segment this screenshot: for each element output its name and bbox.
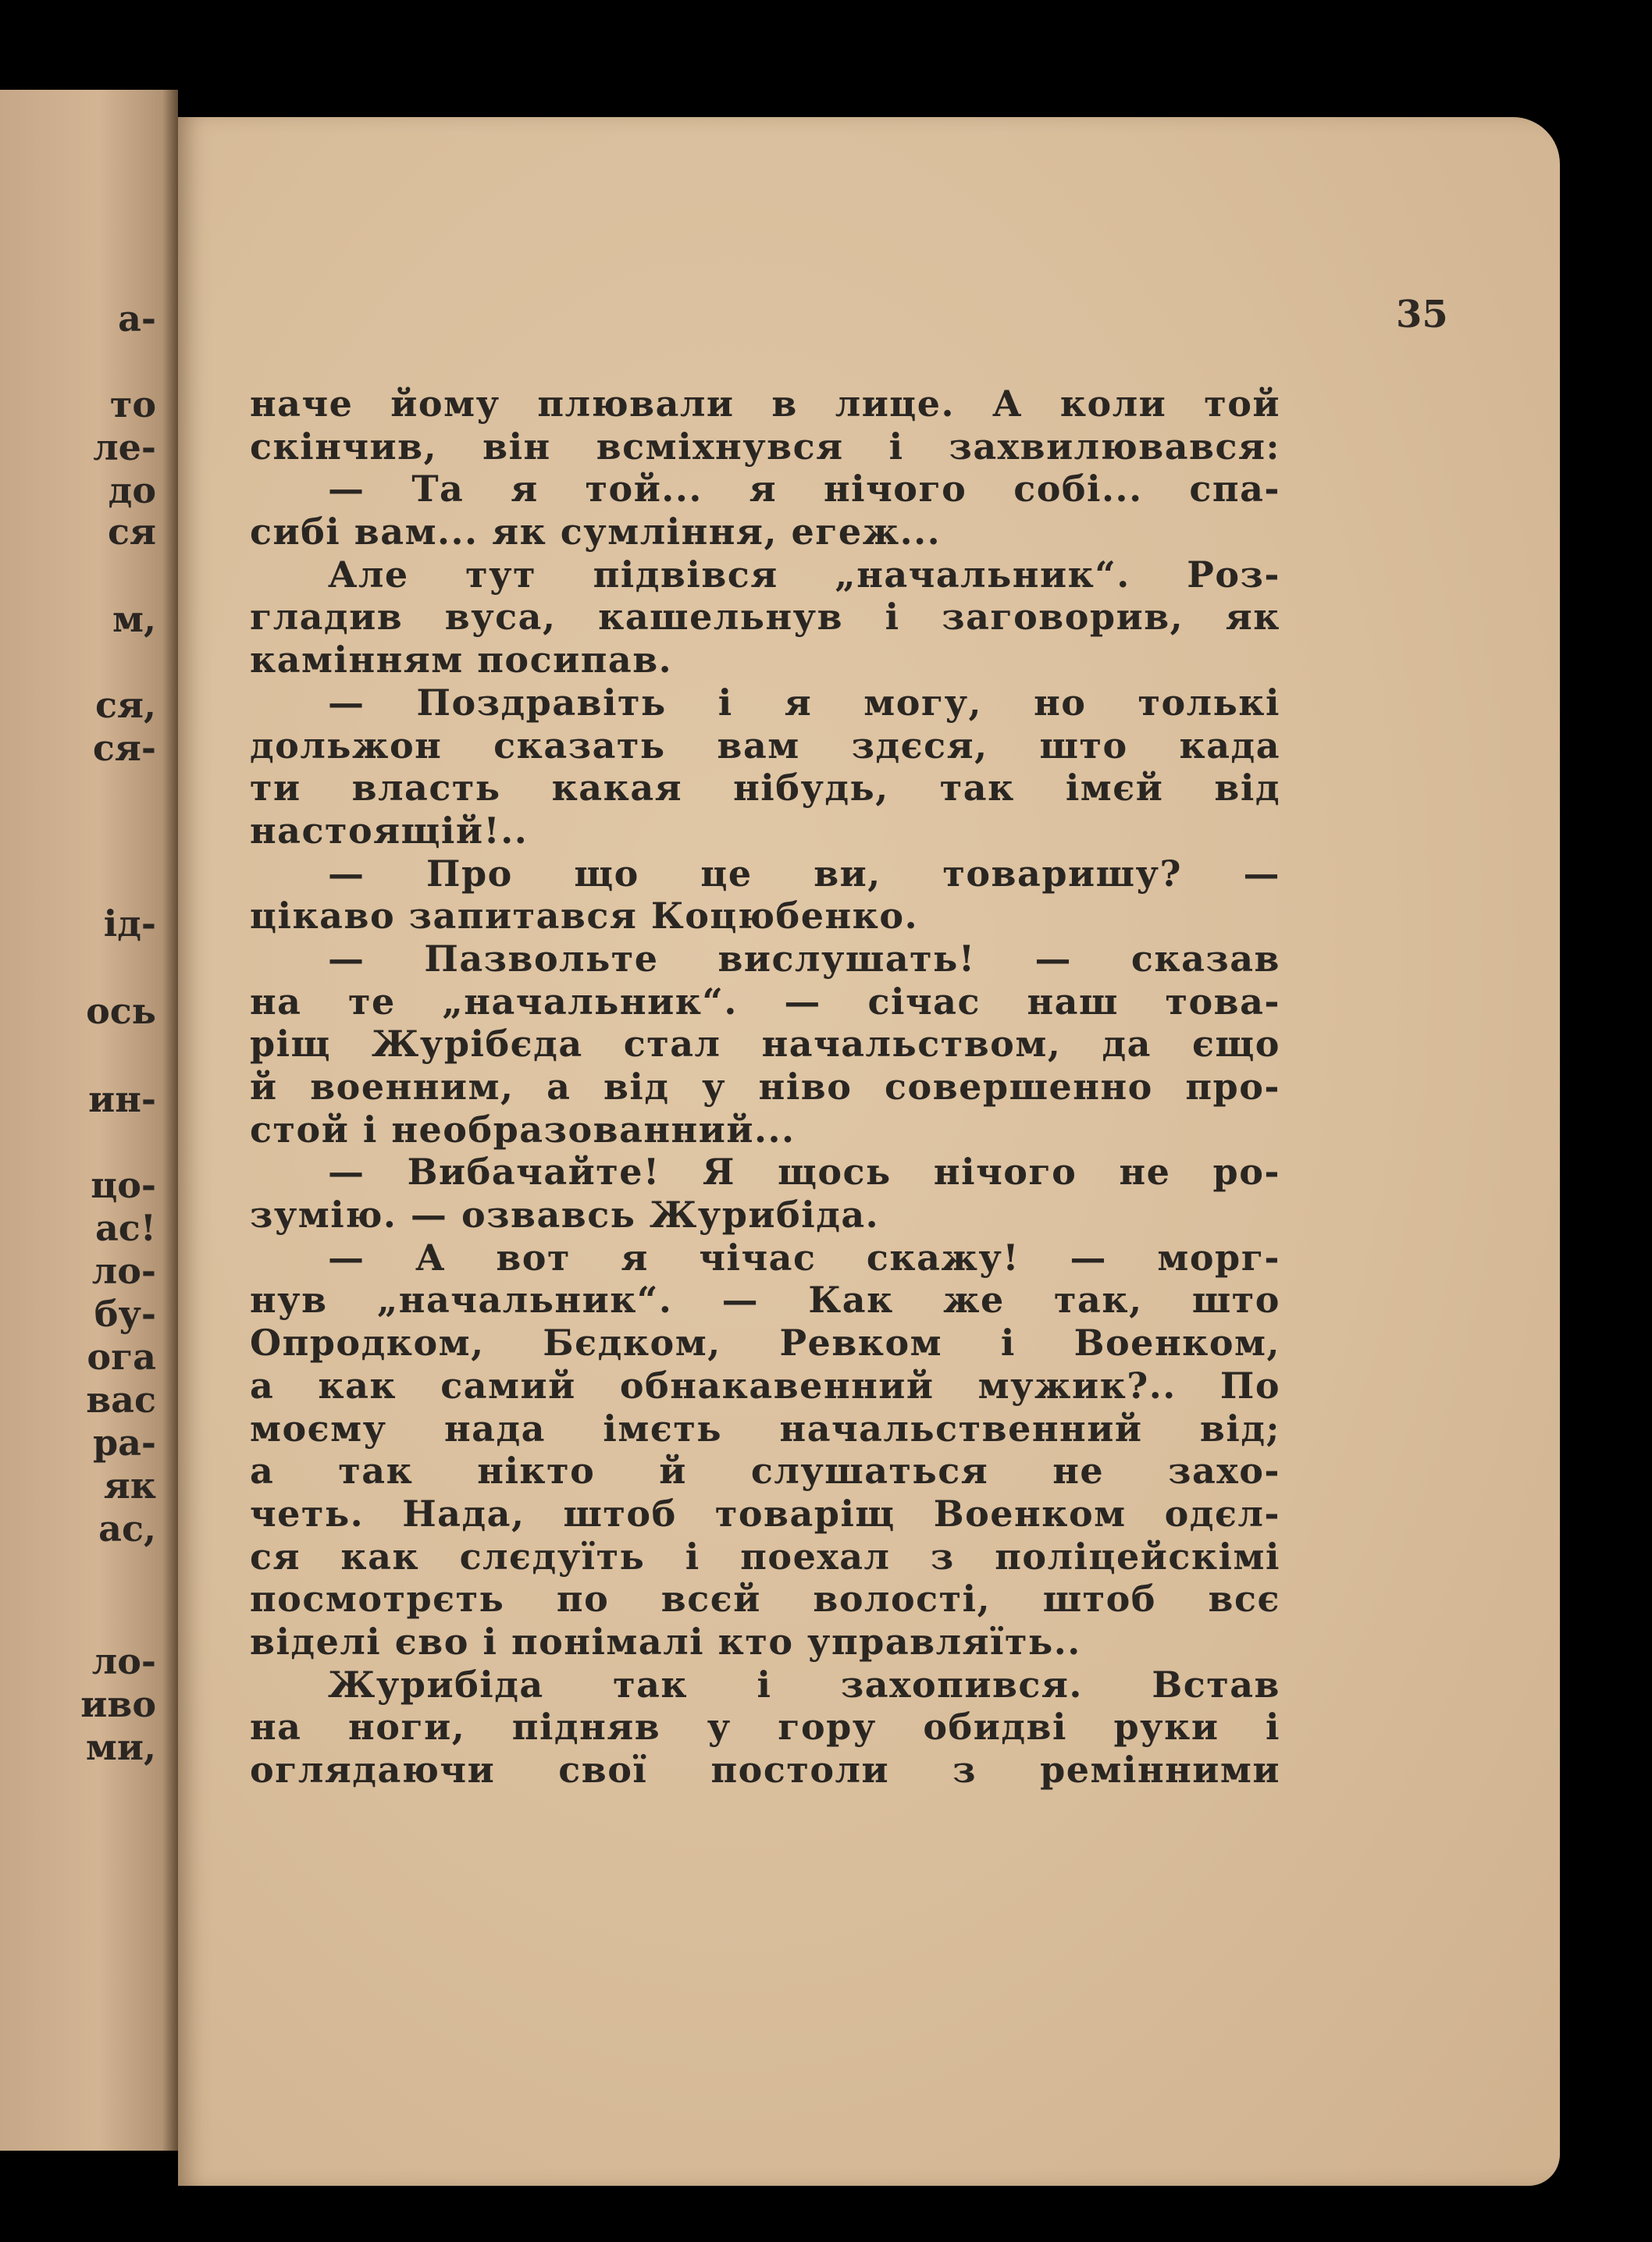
- text-line: гладив вуса, кашельнув і заговорив, як: [250, 596, 1280, 639]
- text-line: моєму нада імєть начальственний від;: [250, 1407, 1280, 1450]
- left-page-fragment: ло-: [91, 1640, 156, 1682]
- text-line: ріщ Журібєда стал начальством, да єщо: [250, 1023, 1280, 1066]
- text-line: Але тут підвівся „начальник“. Роз-: [328, 553, 1280, 596]
- text-line: Опродком, Бєдком, Ревком і Военком,: [250, 1322, 1280, 1365]
- left-page-fragment: ся,: [94, 684, 156, 726]
- left-page-fragment: ід-: [103, 902, 156, 945]
- text-line: четь. Нада, штоб товаріщ Военком одєл-: [250, 1492, 1280, 1535]
- text-line: — Поздравіть і я могу, но толькі: [328, 681, 1280, 724]
- text-line: — Та я той... я нічого собі... спа-: [328, 468, 1280, 511]
- text-line: дольжон сказать вам здєся, што када: [250, 724, 1280, 767]
- text-line: а так нікто й слушаться не захо-: [250, 1450, 1280, 1493]
- page-number: 35: [1396, 293, 1448, 336]
- text-line: скінчив, він всміхнувся і захвилювався:: [250, 425, 1280, 468]
- left-page-fragment: ло-: [91, 1250, 156, 1292]
- text-line: — Вибачайте! Я щось нічого не ро-: [328, 1151, 1280, 1194]
- left-page-fragment: иво: [80, 1683, 156, 1725]
- book-gutter: [162, 90, 178, 2151]
- left-page-fragment: ся: [108, 511, 156, 553]
- text-line: сибі вам... як сумління, егеж...: [250, 511, 942, 553]
- left-page-fragment: до: [108, 469, 156, 511]
- text-line: наче йому плювали в лице. А коли той: [250, 383, 1280, 425]
- text-line: віделі єво і понімалі кто управляїть..: [250, 1620, 1081, 1663]
- text-line: посмотрєть по всєй волості, штоб всє: [250, 1578, 1280, 1621]
- left-page-fragment: бу-: [94, 1293, 156, 1335]
- page-body-text: [250, 383, 1280, 1792]
- text-line: — Про що це ви, товаришу? —: [328, 852, 1280, 895]
- left-page-fragment: ми,: [85, 1726, 156, 1768]
- left-page-fragment: ле-: [93, 426, 156, 468]
- text-line: ти власть какая нібудь, так імєй від: [250, 767, 1280, 810]
- text-line: на те „начальник“. — січас наш това-: [250, 980, 1280, 1023]
- left-page: [0, 90, 178, 2151]
- left-page-fragment: ас,: [98, 1507, 156, 1550]
- text-line: на ноги, підняв у гору обидві руки і: [250, 1706, 1280, 1749]
- left-page-fragment: ас!: [94, 1207, 156, 1249]
- left-page-fragment: ся-: [92, 727, 156, 769]
- left-page-fragment: ин-: [88, 1078, 156, 1120]
- text-line: оглядаючи свої постоли з ремінними: [250, 1749, 1280, 1791]
- text-line: Журибіда так і захопився. Встав: [328, 1663, 1280, 1706]
- left-page-fragment: а-: [118, 297, 156, 340]
- text-line: камінням посипав.: [250, 639, 673, 681]
- text-line: — Пазвольте вислушать! — сказав: [328, 937, 1280, 980]
- left-page-fragment: ра-: [92, 1422, 156, 1464]
- text-line: й военним, а від у ніво совершенно про-: [250, 1066, 1280, 1108]
- text-line: нув „начальник“. — Как же так, што: [250, 1279, 1280, 1322]
- text-line: — А вот я чічас скажу! — морг-: [328, 1236, 1280, 1279]
- left-page-fragment: ога: [87, 1336, 156, 1378]
- left-page-fragment: вас: [86, 1379, 156, 1421]
- text-line: стой і необразованний...: [250, 1108, 796, 1151]
- text-line: а как самий обнакавенний мужик?.. По: [250, 1364, 1280, 1407]
- left-page-fragment: то: [109, 383, 156, 425]
- text-line: цікаво запитався Коцюбенко.: [250, 895, 919, 938]
- left-page-fragment: цо-: [91, 1164, 156, 1206]
- left-page-fragment: ось: [86, 990, 156, 1032]
- left-page-text-fragments: [0, 90, 156, 2151]
- left-page-fragment: м,: [112, 598, 156, 640]
- text-line: ся как слєдуїть і поехал з поліцейскімі: [250, 1535, 1280, 1578]
- text-line: зумію. — озвавсь Журибіда.: [250, 1194, 880, 1237]
- text-line: настоящій!..: [250, 809, 529, 852]
- left-page-fragment: як: [103, 1464, 156, 1507]
